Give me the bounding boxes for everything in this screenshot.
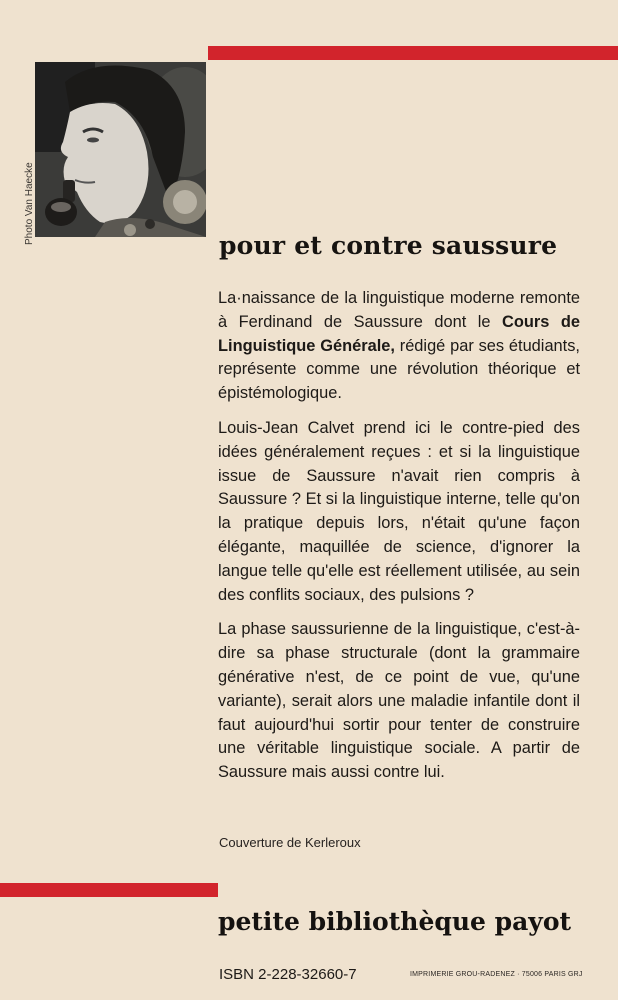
blurb-text xyxy=(218,287,580,796)
book-title: pour et contre saussure xyxy=(219,231,558,260)
blurb-paragraph-2: Louis-Jean Calvet prend ici le contre-pied des idées généralement reçues : et si la linguistique issue de Saussure n'avait rien compris à Saussure ? Et si la linguistique interne, telle qu'on la pratique depuis lors, n'était qu'une façon élégante, maquillée de science, d'ignorer la langue telle qu'elle est réellement utilisée, au sein des conflits sociaux, des pulsions ? xyxy=(218,418,580,604)
blurb-paragraph-3: La phase saussurienne de la linguistique, c'est-à-dire sa phase structurale (dont la grammaire générative n'est, de ce point de vue, qu'une variante), serait alors une maladie infantile dont il faut aujourd'hui sortir pour tenter de construire une véritable linguistique sociale. A partir de Saussure mais aussi contre lui. xyxy=(218,620,580,782)
series-name: petite bibliothèque payot xyxy=(218,907,572,936)
red-bar-top xyxy=(208,46,618,60)
printer-credit: IMPRIMERIE GROU-RADENEZ · 75006 PARIS GRJ xyxy=(410,971,583,978)
red-bar-bottom xyxy=(0,883,218,897)
photo-credit: Photo Van Haecke xyxy=(24,162,35,245)
blurb-p1-end: rédigé par ses étudiants, représente comme une révolution théorique et épistémologique. xyxy=(218,336,580,403)
blurb-p1-start: La·naissance de la linguistique moderne remonte à Ferdinand de Saussure dont le xyxy=(218,289,580,331)
author-photo xyxy=(35,62,206,237)
cover-credit: Couverture de Kerleroux xyxy=(219,835,361,850)
author-portrait-image xyxy=(35,62,206,237)
blurb-p1-book-title: Cours de Linguistique Générale, xyxy=(218,312,580,355)
blurb-paragraph-1 xyxy=(218,287,580,406)
isbn: ISBN 2-228-32660-7 xyxy=(219,966,357,983)
